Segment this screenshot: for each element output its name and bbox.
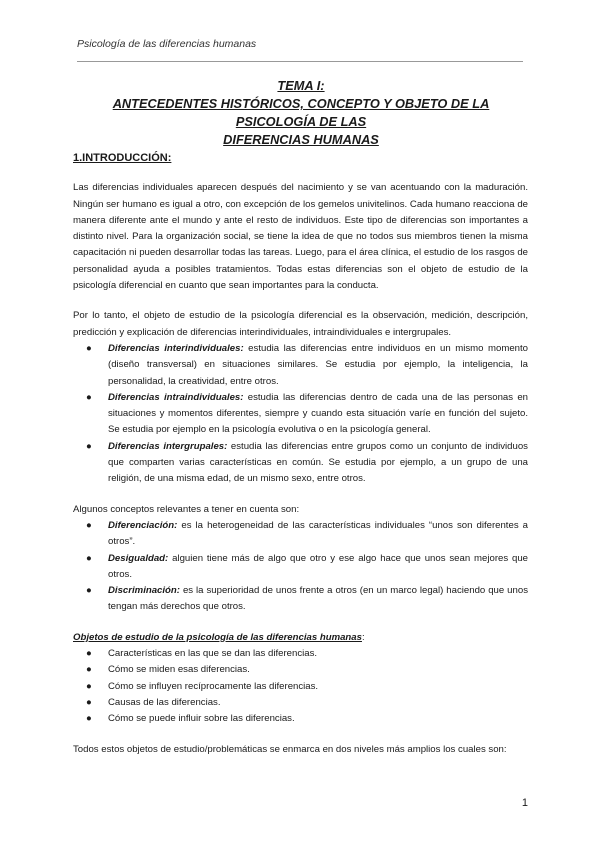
- title-line-2: ANTECEDENTES HISTÓRICOS, CONCEPTO Y OBJETO DE LA PSICOLOGÍA DE LAS: [112, 96, 490, 129]
- term-description: es la heterogeneidad de las características individuales “unos son diferentes a otros”.: [108, 519, 528, 548]
- list-item: [86, 518, 528, 551]
- bullet-icon: ●: [86, 342, 92, 354]
- bullet-icon: ●: [86, 552, 92, 564]
- term-description: estudia las diferencias dentro de cada una de las personas en situaciones y momentos diferentes, siempre y cuando esta situación varíe en función del sujeto. Se estudia por ejemplo en la psicología evolutiva o en la psicología general.: [108, 391, 528, 436]
- term-description: estudia las diferencias entre grupos como un conjunto de individuos que comparten varias características en común. Se estudia por ejemplo, a un grupo de una religión, de una misma edad, de un mismo sexo, entre otros.: [108, 440, 528, 485]
- list-item: [86, 679, 528, 695]
- list-item: [86, 646, 528, 662]
- subheading-label: Objetos de estudio de la psicología de las diferencias humanas: [73, 631, 362, 643]
- closing-paragraph: Todos estos objetos de estudio/problemáticas se enmarca en dos niveles más amplios los cuales son:: [73, 743, 507, 755]
- bullet-icon: ●: [86, 519, 92, 531]
- bullet-icon: ●: [86, 696, 92, 708]
- objective-paragraph: Por lo tanto, el objeto de estudio de la psicología diferencial es la observación, medición, descripción, predicción y explicación de diferencias interindividuales, intraindividuales e intergrupales.: [73, 310, 528, 338]
- term-description: estudia las diferencias entre individuos en un mismo momento (diseño transversal) en situaciones similares. Se estudia por ejemplo, la inteligencia, la personalidad, la creatividad, entre otros.: [108, 342, 528, 387]
- term-label: Discriminación:: [108, 585, 180, 597]
- list-item: [86, 341, 528, 390]
- list-item-text: Cómo se miden esas diferencias.: [108, 664, 250, 676]
- term-description: es la superioridad de unos frente a otros (en un marco legal) haciendo que unos tengan más derechos que otros.: [108, 585, 528, 613]
- concepts-list: [73, 518, 528, 616]
- term-label: Diferencias intergrupales:: [108, 440, 228, 452]
- document-body: [73, 150, 528, 758]
- term-label: Desigualdad:: [108, 552, 169, 564]
- list-item: [86, 390, 528, 439]
- list-item-text: Causas de las diferencias.: [108, 696, 221, 708]
- running-header: Psicología de las diferencias humanas: [77, 38, 257, 50]
- list-item-text: Características en las que se dan las diferencias.: [108, 648, 318, 660]
- header-divider: [77, 61, 523, 62]
- term-label: Diferenciación:: [108, 519, 178, 531]
- intro-paragraph: Las diferencias individuales aparecen después del nacimiento y se van acentuando con la maduración. Ningún ser humano es igual a otro, con excepción de los gemelos univitelinos. Cada humano reacciona de manera diferente ante el mundo y ante el resto de individuos. Este tipo de diferencias son importantes a distinto nivel. Para la organización social, se tiene la idea de que no todos sus miembros tienen la misma capacitación ni pueden desarrollar todas las tareas. Luego, para el área clínica, el estudio de los rasgos de personalidad ayuda a posibles tratamientos. Todas estas diferencias son el objeto de estudio de la psicología diferencial en cuanto que sean importantes para la conducta.: [73, 182, 528, 292]
- study-objects-list: [73, 646, 528, 727]
- study-objects-heading: [73, 630, 528, 646]
- differences-list: [73, 341, 528, 488]
- bullet-icon: ●: [86, 648, 92, 660]
- bullet-icon: ●: [86, 391, 92, 403]
- concepts-intro-paragraph: Algunos conceptos relevantes a tener en cuenta son:: [73, 503, 300, 515]
- section-heading: 1.INTRODUCCIÓN:: [73, 152, 172, 164]
- bullet-icon: ●: [86, 585, 92, 597]
- list-item: [86, 583, 528, 616]
- list-item: [86, 662, 528, 678]
- list-item: [86, 711, 528, 727]
- term-label: Diferencias interindividuales:: [108, 342, 244, 354]
- bullet-icon: ●: [86, 713, 92, 725]
- bullet-icon: ●: [86, 440, 92, 452]
- list-item: [86, 439, 528, 488]
- title-line-3: DIFERENCIAS HUMANAS: [223, 132, 379, 147]
- document-title: [72, 77, 530, 149]
- subheading-colon: :: [361, 631, 365, 643]
- term-description: alguien tiene más de algo que otro y ese algo hace que unos sean mejores que otros.: [108, 552, 528, 580]
- title-line-1: TEMA I:: [277, 78, 325, 93]
- list-item-text: Cómo se puede influir sobre las diferencias.: [108, 713, 295, 725]
- list-item-text: Cómo se influyen recíprocamente las diferencias.: [108, 680, 319, 692]
- term-label: Diferencias intraindividuales:: [108, 391, 244, 403]
- bullet-icon: ●: [86, 664, 92, 676]
- list-item: [86, 695, 528, 711]
- list-item: [86, 551, 528, 584]
- page-number: 1: [521, 797, 528, 809]
- bullet-icon: ●: [86, 680, 92, 692]
